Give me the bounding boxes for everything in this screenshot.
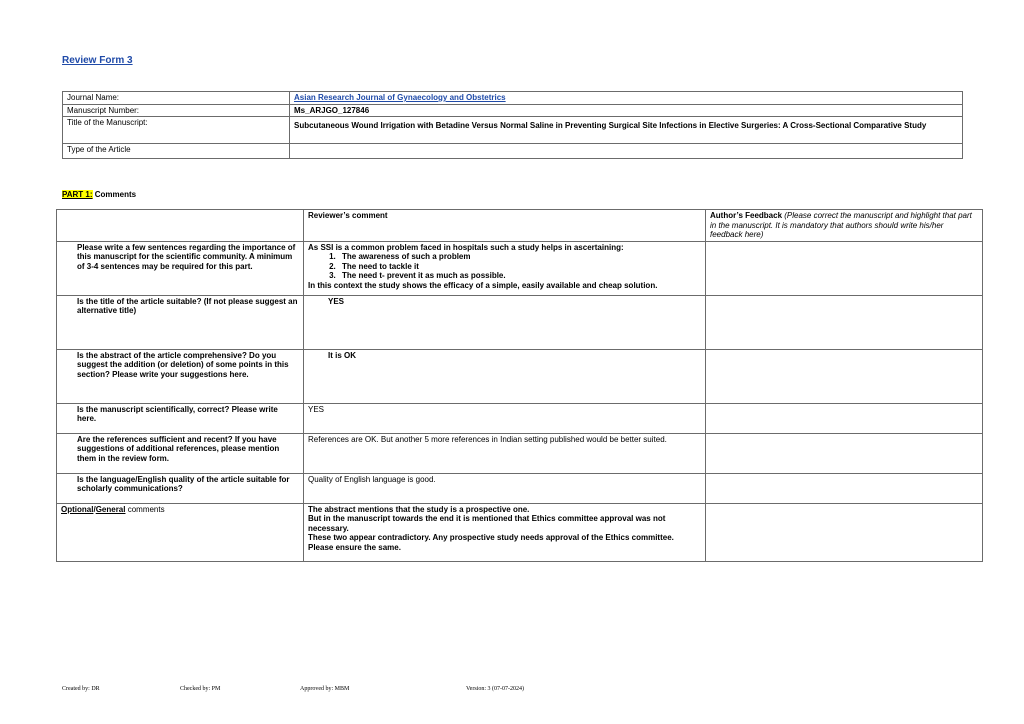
table-row bbox=[57, 503, 983, 561]
reviewer-comment-abstract[interactable]: It is OK bbox=[304, 349, 706, 403]
header-empty bbox=[57, 210, 304, 242]
list-item: 1. The awareness of such a problem bbox=[338, 252, 701, 262]
comment-list bbox=[308, 252, 701, 281]
table-row bbox=[63, 92, 963, 105]
table-row bbox=[63, 144, 963, 159]
author-feedback-7[interactable] bbox=[706, 503, 983, 561]
comment-intro: As SSI is a common problem faced in hospitals such a study helps in ascertaining: bbox=[308, 242, 624, 252]
header-reviewer: Reviewer’s comment bbox=[304, 210, 706, 242]
optional-general-label: Optional/General comments bbox=[57, 503, 304, 561]
author-feedback-5[interactable] bbox=[706, 433, 983, 473]
footer-approved: Approved by: MBM bbox=[300, 686, 350, 692]
author-feedback-3[interactable] bbox=[706, 349, 983, 403]
journal-label: Journal Name: bbox=[63, 92, 290, 105]
reviewer-comment-importance[interactable] bbox=[304, 241, 706, 295]
table-row bbox=[57, 295, 983, 349]
list-item: 2. The need to tackle it bbox=[338, 262, 701, 272]
reviewer-comment-scientific[interactable]: YES bbox=[304, 403, 706, 433]
manuscript-info-table bbox=[62, 91, 963, 159]
general-comment-line: The abstract mentions that the study is a prospective one. bbox=[308, 504, 530, 514]
manuscript-number-label: Manuscript Number: bbox=[63, 104, 290, 117]
reviewer-comment-language[interactable]: Quality of English language is good. bbox=[304, 473, 706, 503]
question-language: Is the language/English quality of the article suitable for scholarly communications? bbox=[57, 473, 304, 503]
author-feedback-6[interactable] bbox=[706, 473, 983, 503]
header-author-bold: Author’s Feedback bbox=[710, 211, 783, 220]
comments-table bbox=[56, 209, 983, 562]
question-abstract: Is the abstract of the article comprehensive? Do you suggest the addition (or deletion) of some points in this section? Please write your suggestions here. bbox=[57, 349, 304, 403]
table-row bbox=[57, 473, 983, 503]
comment-outro: In this context the study shows the efficacy of a simple, easily available and cheap solution. bbox=[308, 280, 658, 290]
manuscript-number-value: Ms_ARJGO_127846 bbox=[290, 104, 963, 117]
table-row bbox=[57, 433, 983, 473]
form-title: Review Form 3 bbox=[62, 55, 133, 66]
footer-checked: Checked by: PM bbox=[180, 686, 221, 692]
header-author-note: (Please correct the manuscript and highlight that part in the manuscript. It is mandatory that authors should write his/her feedback here) bbox=[710, 211, 972, 239]
question-importance: Please write a few sentences regarding the importance of this manuscript for the scientific community. A minimum of 3-4 sentences may be required for this part. bbox=[57, 241, 304, 295]
title-value: Subcutaneous Wound Irrigation with Betadine Versus Normal Saline in Preventing Surgical Site Infections in Elective Surgeries: A Cross-Sectional Comparative Study bbox=[290, 117, 963, 144]
table-row bbox=[57, 403, 983, 433]
table-row bbox=[57, 241, 983, 295]
author-feedback-4[interactable] bbox=[706, 403, 983, 433]
question-references: Are the references sufficient and recent? If you have suggestions of additional references, please mention them in the review form. bbox=[57, 433, 304, 473]
question-title: Is the title of the article suitable? (If not please suggest an alternative title) bbox=[57, 295, 304, 349]
author-feedback-1[interactable] bbox=[706, 241, 983, 295]
table-row bbox=[63, 104, 963, 117]
general-comment-line: These two appear contradictory. Any prospective study needs approval of the Ethics committee. Please ensure the same. bbox=[308, 533, 674, 552]
part-label: PART 1: bbox=[62, 190, 93, 199]
article-type-label: Type of the Article bbox=[63, 144, 290, 159]
part-title: Comments bbox=[92, 190, 137, 199]
title-label: Title of the Manuscript: bbox=[63, 117, 290, 144]
footer-created: Created by: DR bbox=[62, 686, 100, 692]
reviewer-comment-title[interactable]: YES bbox=[304, 295, 706, 349]
journal-cell bbox=[290, 92, 963, 105]
table-row bbox=[57, 210, 983, 242]
table-row bbox=[63, 117, 963, 144]
footer-version: Version: 3 (07-07-2024) bbox=[466, 686, 524, 692]
header-author bbox=[706, 210, 983, 242]
question-scientific: Is the manuscript scientifically, correct? Please write here. bbox=[57, 403, 304, 433]
journal-link[interactable]: Asian Research Journal of Gynaecology and Obstetrics bbox=[294, 93, 506, 102]
author-feedback-2[interactable] bbox=[706, 295, 983, 349]
reviewer-comment-references[interactable]: References are OK. But another 5 more references in Indian setting published would be better suited. bbox=[304, 433, 706, 473]
reviewer-comment-general[interactable] bbox=[304, 503, 706, 561]
part-heading bbox=[62, 190, 136, 199]
article-type-value[interactable] bbox=[290, 144, 963, 159]
general-comment-line: But in the manuscript towards the end it is mentioned that Ethics committee approval was not necessary. bbox=[308, 514, 666, 533]
table-row bbox=[57, 349, 983, 403]
list-item: 3. The need t- prevent it as much as possible. bbox=[338, 271, 701, 281]
